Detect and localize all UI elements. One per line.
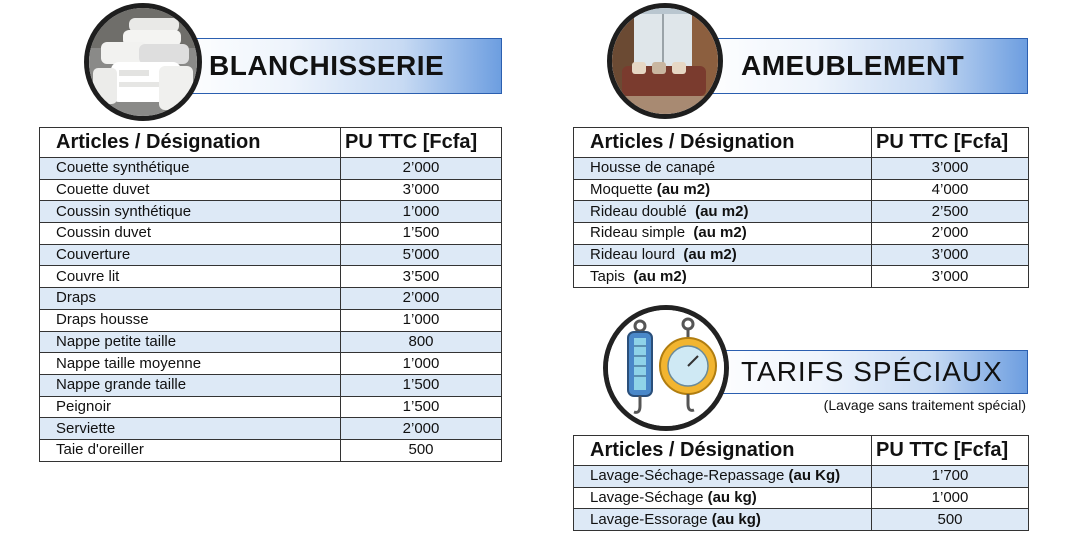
article-cell (40, 201, 341, 223)
article-cell (40, 179, 341, 201)
price-cell: 3’000 (341, 179, 502, 201)
article-name: Serviette (56, 419, 116, 437)
article-cell (40, 439, 341, 461)
article-name: Peignoir (56, 397, 112, 415)
article-name: Moquette (590, 181, 657, 199)
blanchisserie-title: BLANCHISSERIE (209, 50, 445, 81)
price-cell: 2’000 (872, 223, 1029, 245)
article-cell (40, 223, 341, 245)
article-name: Nappe grande taille (56, 376, 187, 394)
article-cell (574, 201, 872, 223)
table-row (40, 353, 502, 375)
table-row (574, 223, 1029, 245)
article-name: Lavage-Séchage-Repassage (590, 467, 789, 485)
column-header-article: Articles / Désignation (574, 436, 872, 466)
article-cell (574, 158, 872, 180)
price-cell: 500 (872, 509, 1029, 531)
price-cell: 2’000 (341, 158, 502, 180)
article-unit: (au kg) (707, 489, 757, 507)
price-cell: 800 (341, 331, 502, 353)
price-cell: 3’000 (872, 158, 1029, 180)
article-cell (574, 466, 872, 488)
article-unit: (au m2) (633, 267, 687, 285)
tarifs-speciaux-table (573, 435, 1029, 531)
table-row (40, 288, 502, 310)
table-row (40, 396, 502, 418)
article-cell (40, 158, 341, 180)
article-unit: (au m2) (683, 246, 737, 264)
price-cell: 1’500 (341, 396, 502, 418)
article-name: Lavage-Séchage (590, 489, 708, 507)
table-header-row (574, 436, 1029, 466)
table-row (40, 244, 502, 266)
article-name: Taie d'oreiller (56, 441, 144, 459)
folded-linens-photo-icon (84, 3, 202, 121)
article-name: Lavage-Essorage (590, 510, 712, 528)
column-header-price: PU TTC [Fcfa] (872, 436, 1029, 466)
price-cell: 500 (341, 439, 502, 461)
ameublement-title: AMEUBLEMENT (741, 50, 965, 81)
living-room-sofa-photo-icon (607, 3, 723, 119)
price-cell: 1’000 (341, 353, 502, 375)
price-cell: 2’000 (341, 418, 502, 440)
table-row (574, 179, 1029, 201)
table-row (40, 309, 502, 331)
article-cell (574, 223, 872, 245)
table-row (40, 418, 502, 440)
price-cell: 3’500 (341, 266, 502, 288)
table-row (574, 509, 1029, 531)
article-name: Couvre lit (56, 267, 120, 285)
article-name: Rideau simple (590, 224, 694, 242)
column-header-article: Articles / Désignation (574, 128, 872, 158)
price-cell: 3’000 (872, 266, 1029, 288)
article-name: Couette synthétique (56, 159, 190, 177)
article-cell (40, 418, 341, 440)
table-row (574, 201, 1029, 223)
blanchisserie-banner (172, 38, 502, 94)
table-row (40, 331, 502, 353)
article-name: Couverture (56, 246, 131, 264)
tarifs-speciaux-note: (Lavage sans traitement spécial) (823, 397, 1026, 413)
tarifs-speciaux-banner (706, 350, 1028, 394)
article-cell (40, 244, 341, 266)
table-row (40, 223, 502, 245)
article-cell (574, 509, 872, 531)
table-row (40, 179, 502, 201)
price-cell: 3’000 (872, 244, 1029, 266)
table-row (574, 466, 1029, 488)
column-header-price: PU TTC [Fcfa] (341, 128, 502, 158)
article-name: Housse de canapé (590, 159, 716, 177)
article-name: Coussin duvet (56, 224, 152, 242)
article-cell (40, 266, 341, 288)
article-cell (574, 487, 872, 509)
table-row (40, 266, 502, 288)
table-row (40, 374, 502, 396)
article-cell (574, 266, 872, 288)
article-unit: (au m2) (693, 224, 747, 242)
price-cell: 1’500 (341, 223, 502, 245)
table-row (40, 439, 502, 461)
hanging-scales-icon (603, 305, 729, 431)
price-cell: 4’000 (872, 179, 1029, 201)
article-cell (574, 179, 872, 201)
article-unit: (au kg) (711, 510, 761, 528)
article-name: Rideau lourd (590, 246, 684, 264)
price-cell: 1’700 (872, 466, 1029, 488)
article-name: Tapis (590, 267, 634, 285)
article-cell (40, 331, 341, 353)
price-cell: 1’000 (341, 309, 502, 331)
article-name: Couette duvet (56, 181, 150, 199)
price-cell: 1’000 (872, 487, 1029, 509)
article-cell (40, 374, 341, 396)
table-header-row (574, 128, 1029, 158)
article-unit: (au Kg) (788, 467, 841, 485)
article-name: Coussin synthétique (56, 202, 192, 220)
article-name: Draps (56, 289, 97, 307)
article-name: Rideau doublé (590, 202, 696, 220)
tarifs-speciaux-title: TARIFS SPÉCIAUX (741, 356, 1003, 387)
column-header-article: Articles / Désignation (40, 128, 341, 158)
article-cell (40, 396, 341, 418)
price-cell: 1’000 (341, 201, 502, 223)
article-name: Nappe petite taille (56, 332, 177, 350)
price-cell: 1’500 (341, 374, 502, 396)
blanchisserie-table (39, 127, 502, 462)
article-cell (574, 244, 872, 266)
article-cell (40, 309, 341, 331)
price-cell: 2’500 (872, 201, 1029, 223)
article-unit: (au m2) (656, 181, 711, 199)
article-cell (40, 288, 341, 310)
ameublement-banner (700, 38, 1028, 94)
table-row (40, 201, 502, 223)
price-cell: 2’000 (341, 288, 502, 310)
table-header-row (40, 128, 502, 158)
ameublement-table (573, 127, 1029, 288)
table-row (574, 158, 1029, 180)
table-row (40, 158, 502, 180)
article-name: Nappe taille moyenne (56, 354, 202, 372)
table-row (574, 244, 1029, 266)
column-header-price: PU TTC [Fcfa] (872, 128, 1029, 158)
table-row (574, 266, 1029, 288)
article-cell (40, 353, 341, 375)
price-cell: 5’000 (341, 244, 502, 266)
article-unit: (au m2) (695, 202, 749, 220)
table-row (574, 487, 1029, 509)
article-name: Draps housse (56, 311, 149, 329)
